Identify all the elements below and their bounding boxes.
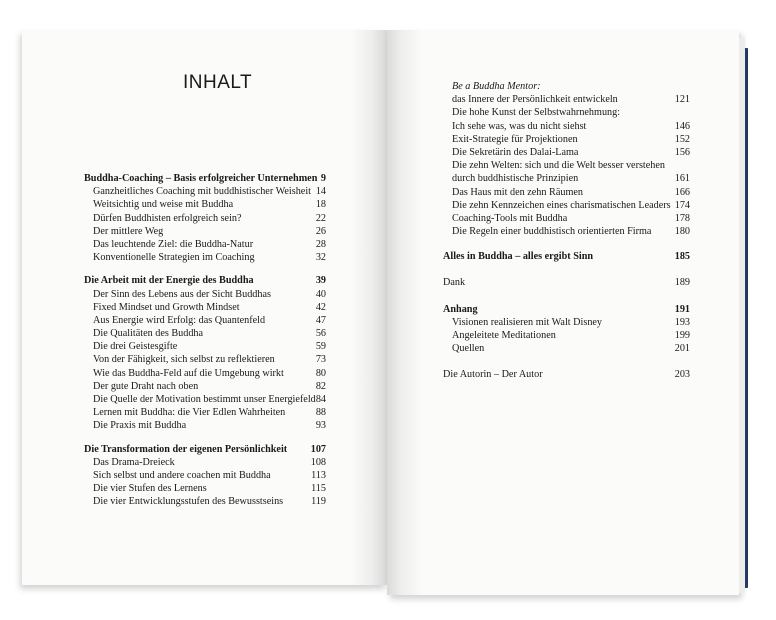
toc-entry: Die Regeln einer buddhistisch orientierten Firma 180 (452, 226, 690, 238)
toc-heading: Die Arbeit mit der Energie des Buddha 39 (84, 275, 326, 287)
toc-entry: Die zehn Kennzeichen eines charismatischen Leaders 174 (452, 199, 690, 211)
toc-entry: durch buddhistische Prinzipien 161 (452, 173, 690, 185)
toc-entry: Die drei Geistesgifte 59 (93, 341, 326, 353)
toc-entry: Das leuchtende Ziel: die Buddha-Natur 28 (93, 238, 326, 250)
toc-entry: Wie das Buddha-Feld auf die Umgebung wirkt 80 (93, 367, 326, 379)
toc-entry-italic: Be a Buddha Mentor: (452, 81, 541, 92)
toc-entry: Sich selbst und andere coachen mit Buddha 113 (93, 469, 326, 481)
toc-entry: Ich sehe was, was du nicht siehst 146 (452, 120, 690, 132)
toc-entry: Die Sekretärin des Dalai-Lama 156 (452, 146, 690, 158)
toc-entry: Der Sinn des Lebens aus der Sicht Buddhas 40 (93, 288, 326, 300)
toc-entry: Die zehn Welten: sich und die Welt besser verstehen (452, 160, 665, 172)
toc-entry: Fixed Mindset und Growth Mindset 42 (93, 301, 326, 313)
toc-entry: Der mittlere Weg 26 (93, 225, 326, 237)
toc-right (443, 80, 690, 382)
toc-entry: Die Praxis mit Buddha 93 (93, 420, 326, 432)
toc-entry: Aus Energie wird Erfolg: das Quantenfeld 47 (93, 314, 326, 326)
toc-heading-plain: Die Autorin – Der Autor 203 (443, 369, 690, 381)
toc-entry: Die Quelle der Motivation bestimmt unser Energiefeld 84 (93, 394, 326, 405)
toc-heading: Alles in Buddha – alles ergibt Sinn 185 (443, 251, 690, 263)
toc-entry: Von der Fähigkeit, sich selbst zu reflektieren 73 (93, 354, 326, 366)
toc-entry: Die hohe Kunst der Selbstwahrnehmung: (452, 107, 621, 119)
toc-entry: Konventionelle Strategien im Coaching 32 (93, 252, 326, 264)
toc-left (84, 172, 326, 509)
toc-entry: Das Haus mit den zehn Räumen 166 (452, 186, 690, 198)
toc-entry: Exit-Strategie für Projektionen 152 (452, 133, 690, 145)
toc-entry: Das Drama-Dreieck 108 (93, 456, 326, 468)
toc-heading: Anhang 191 (443, 303, 690, 315)
toc-heading: Die Transformation der eigenen Persönlichkeit 107 (84, 443, 326, 455)
toc-entry: Angeleitete Meditationen 199 (452, 330, 690, 341)
toc-entry: Die vier Entwicklungsstufen des Bewusstseins 119 (93, 496, 326, 508)
toc-heading: Buddha-Coaching – Basis erfolgreicher Unternehmen 9 (84, 173, 326, 184)
toc-entry: das Innere der Persönlichkeit entwickeln 121 (452, 94, 690, 106)
toc-entry: Ganzheitliches Coaching mit buddhistischer Weisheit 14 (93, 186, 326, 198)
toc-entry: Die vier Stufen des Lernens 115 (93, 483, 326, 495)
toc-entry: Dürfen Buddhisten erfolgreich sein? 22 (93, 212, 326, 224)
toc-entry: Lernen mit Buddha: die Vier Edlen Wahrheiten 88 (93, 407, 326, 419)
toc-entry: Coaching-Tools mit Buddha 178 (452, 212, 690, 224)
page-stack (739, 38, 745, 593)
toc-entry: Quellen 201 (452, 343, 690, 355)
toc-entry: Die Qualitäten des Buddha 56 (93, 328, 326, 340)
toc-entry: Weitsichtig und weise mit Buddha 18 (93, 199, 326, 211)
toc-title: INHALT (183, 72, 253, 93)
toc-heading-plain: Dank 189 (443, 277, 690, 289)
toc-entry: Der gute Draht nach oben 82 (93, 380, 326, 392)
toc-entry: Visionen realisieren mit Walt Disney 193 (452, 316, 690, 328)
